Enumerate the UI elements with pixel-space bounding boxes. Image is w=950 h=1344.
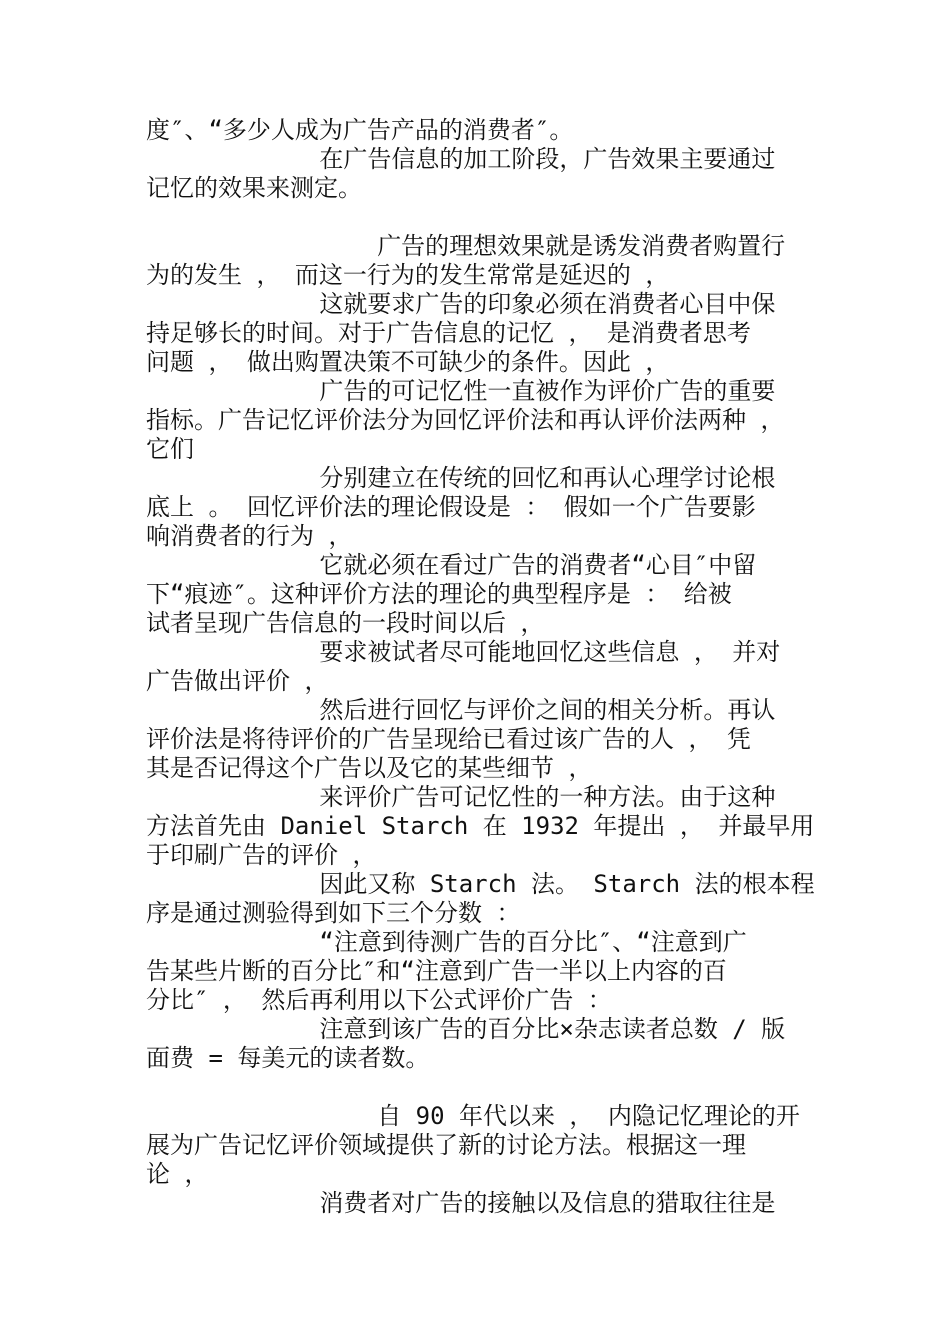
text-line: 分别建立在传统的回忆和再认心理学讨论根	[146, 464, 776, 492]
text-line: 记忆的效果来测定。	[146, 174, 362, 202]
text-line: 展为广告记忆评价领域提供了新的讨论方法。根据这一理	[146, 1131, 746, 1159]
text-line: 评价法是将待评价的广告呈现给已看过该广告的人 ， 凭	[146, 725, 751, 753]
text-line: 它们	[146, 435, 194, 463]
text-line: 于印刷广告的评价 ，	[146, 841, 377, 869]
text-line: 方法首先由 Daniel Starch 在 1932 年提出 ， 并最早用	[146, 812, 815, 840]
text-line: 自 90 年代以来 ， 内隐记忆理论的开	[146, 1102, 800, 1130]
text-line: 底上 。 回忆评价法的理论假设是 ： 假如一个广告要影	[146, 493, 756, 521]
text-line: 广告的可记忆性一直被作为评价广告的重要	[146, 377, 776, 405]
text-line: 因此又称 Starch 法。 Starch 法的根本程	[146, 870, 815, 898]
text-line: 问题 ， 做出购置决策不可缺少的条件。因此 ，	[146, 348, 670, 376]
text-line: 论 ，	[146, 1160, 209, 1188]
text-line: 下“痕迹″。这种评价方法的理论的典型程序是 ： 给被	[146, 580, 732, 608]
text-line: 这就要求广告的印象必须在消费者心目中保	[146, 290, 776, 318]
text-line: 面费 = 每美元的读者数。	[146, 1044, 430, 1072]
text-line: 告某些片断的百分比″和“注意到广告一半以上内容的百	[146, 957, 727, 985]
text-line: 广告做出评价 ，	[146, 667, 329, 695]
text-line: 其是否记得这个广告以及它的某些细节 ，	[146, 754, 593, 782]
text-line: 在广告信息的加工阶段，广告效果主要通过	[146, 145, 776, 173]
text-line: “注意到待测广告的百分比″、“注意到广	[146, 928, 747, 956]
text-line: 它就必须在看过广告的消费者“心目″中留	[146, 551, 757, 579]
text-line: 来评价广告可记忆性的一种方法。由于这种	[146, 783, 776, 811]
text-line: 然后进行回忆与评价之间的相关分析。再认	[146, 696, 776, 724]
text-line: 度″、“多少人成为广告产品的消费者″。	[146, 116, 574, 144]
text-line: 为的发生 ， 而这一行为的发生常常是延迟的 ，	[146, 261, 670, 289]
text-line: 注意到该广告的百分比×杂志读者总数 / 版	[146, 1015, 786, 1043]
text-line: 指标。广告记忆评价法分为回忆评价法和再认评价法两种 ，	[146, 406, 785, 434]
text-line: 要求被试者尽可能地回忆这些信息 ， 并对	[146, 638, 781, 666]
text-line: 试者呈现广告信息的一段时间以后 ，	[146, 609, 545, 637]
text-line: 广告的理想效果就是诱发消费者购置行	[146, 232, 786, 260]
text-line: 分比″ ， 然后再利用以下公式评价广告 ：	[146, 986, 612, 1014]
text-line: 响消费者的行为 ，	[146, 522, 353, 550]
text-line: 消费者对广告的接触以及信息的猎取往往是	[146, 1189, 776, 1217]
text-line: 持足够长的时间。对于广告信息的记忆 ， 是消费者思考	[146, 319, 751, 347]
text-line: 序是通过测验得到如下三个分数 ：	[146, 899, 521, 927]
